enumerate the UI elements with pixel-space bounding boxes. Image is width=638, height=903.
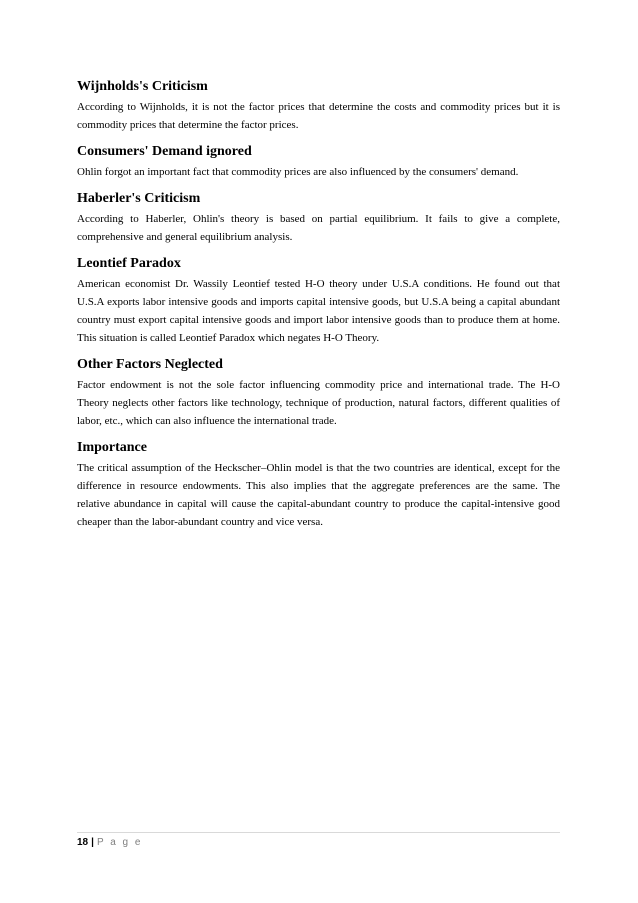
section-paragraph: According to Wijnholds, it is not the factor prices that determine the costs and commodity prices but it is commodity prices that determine the factor prices. [77, 101, 560, 131]
document-body [77, 78, 560, 540]
section-paragraph: Ohlin forgot an important fact that commodity prices are also influenced by the consumers' demand. [77, 166, 519, 178]
section-other-factors [77, 356, 560, 430]
section-heading: Consumers' Demand ignored [77, 144, 252, 159]
section-consumers-demand [77, 143, 560, 181]
section-heading: Other Factors Neglected [77, 357, 223, 372]
section-leontief-paradox [77, 255, 560, 347]
section-heading: Leontief Paradox [77, 256, 181, 271]
section-paragraph: Factor endowment is not the sole factor influencing commodity price and international trade. The H-O Theory neglects other factors like technology, technique of production, natural factors, different qualities of labor, etc., which can also influence the international trade. [77, 379, 560, 427]
section-paragraph: American economist Dr. Wassily Leontief tested H-O theory under U.S.A conditions. He found out that U.S.A exports labor intensive goods and imports capital intensive goods, but U.S.A being a capital abundant country must export capital intensive goods and import labor intensive goods than to produce them at home. This situation is called Leontief Paradox which negates H-O Theory. [77, 278, 560, 344]
footer-divider [77, 832, 560, 833]
section-importance [77, 439, 560, 531]
page-footer [77, 836, 142, 850]
footer-separator: | [91, 837, 94, 848]
section-heading: Haberler's Criticism [77, 191, 201, 206]
page-label: P a g e [96, 837, 143, 848]
page-number: 18 [77, 837, 89, 848]
section-haberler-criticism [77, 190, 560, 246]
section-wijnholds-criticism [77, 78, 560, 134]
section-heading: Importance [77, 440, 147, 455]
section-paragraph: According to Haberler, Ohlin's theory is based on partial equilibrium. It fails to give a complete, comprehensive and general equilibrium analysis. [77, 213, 560, 243]
section-paragraph: The critical assumption of the Heckscher–Ohlin model is that the two countries are identical, except for the difference in resource endowments. This also implies that the aggregate preferences are the same. The relative abundance in capital will cause the capital-abundant country to produce the capital-intensive good cheaper than the labor-abundant country and vice versa. [77, 462, 560, 528]
section-heading: Wijnholds's Criticism [77, 79, 208, 94]
